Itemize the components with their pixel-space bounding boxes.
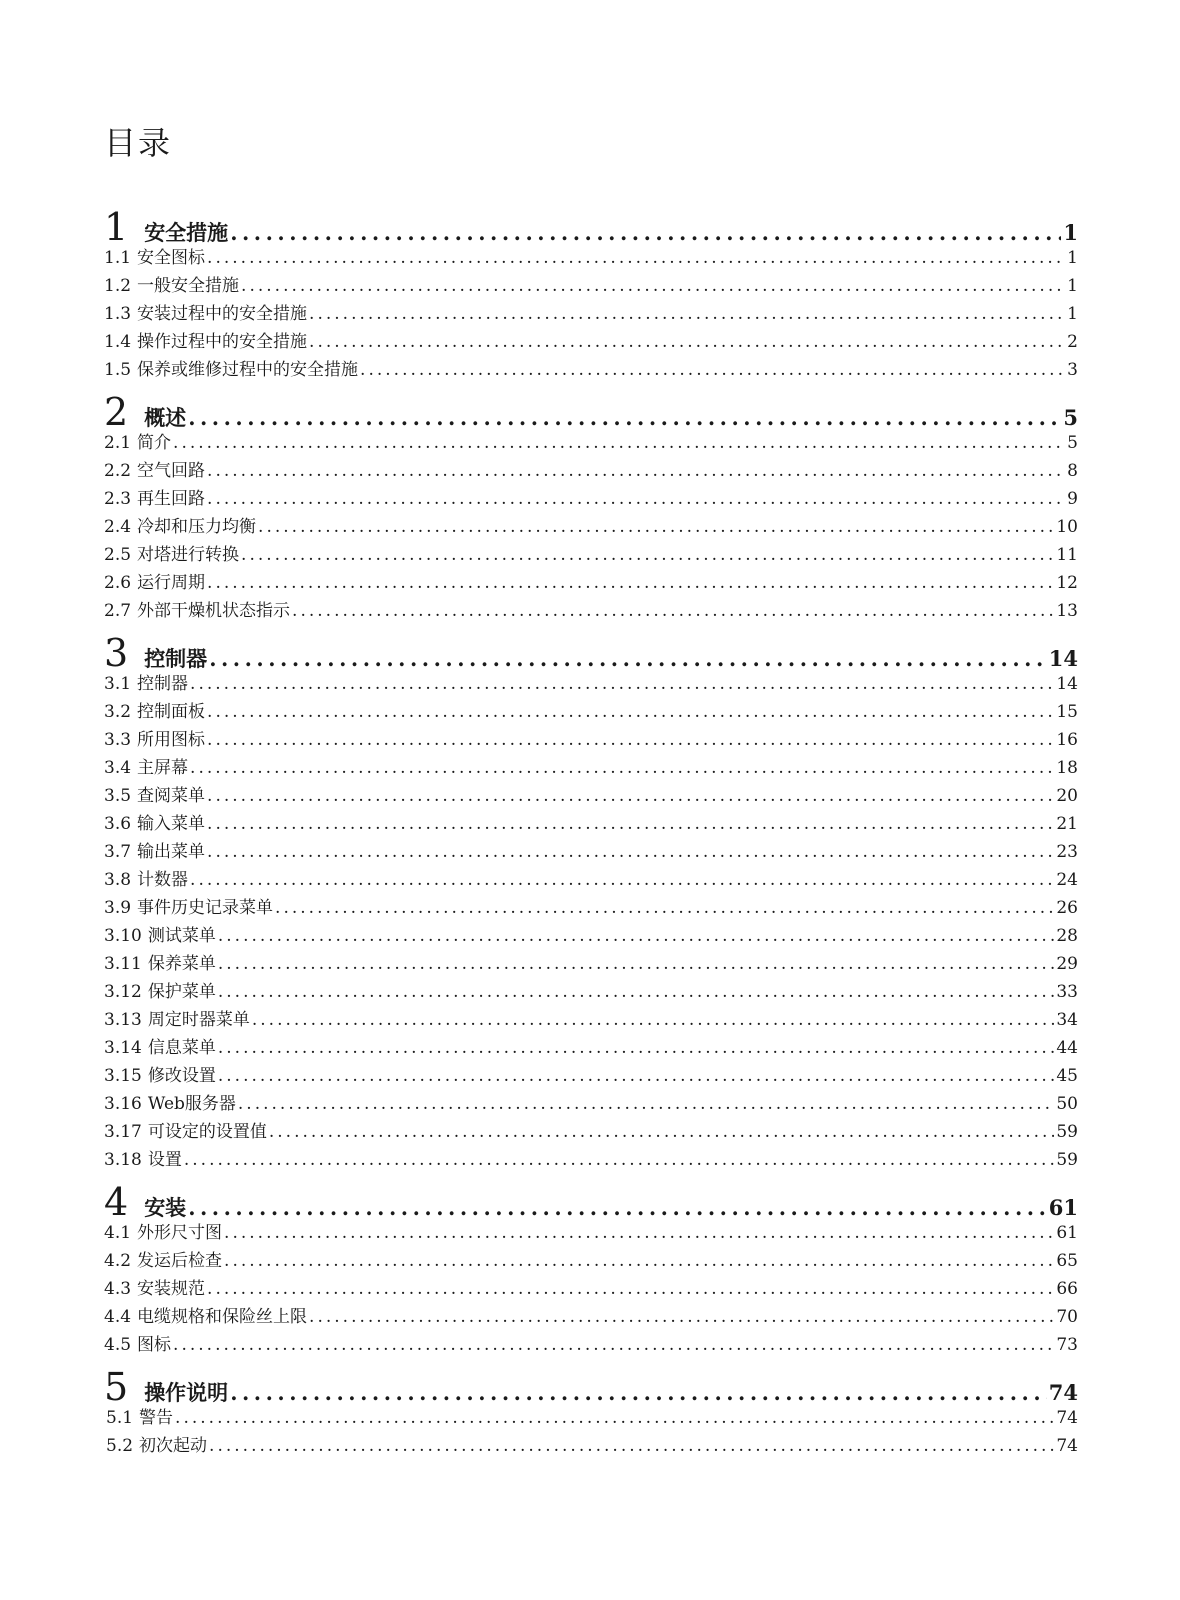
section-page-number: 61 — [1056, 1223, 1078, 1243]
toc-section-label — [104, 244, 205, 272]
toc-section-3-3[interactable] — [104, 726, 1078, 754]
toc-section-label — [104, 1275, 205, 1303]
section-title: 所用图标 — [137, 730, 206, 750]
leader-dots — [207, 698, 1054, 726]
section-page-number: 23 — [1056, 842, 1078, 862]
section-title: 计数器 — [137, 870, 189, 890]
toc-section-3-14[interactable] — [104, 1034, 1078, 1062]
toc-section-label — [104, 782, 205, 810]
section-page-number: 59 — [1056, 1122, 1078, 1142]
section-title: 可设定的设置值 — [147, 1122, 267, 1142]
section-page-number: 29 — [1056, 954, 1078, 974]
toc-section-label — [104, 457, 205, 485]
section-title: 控制面板 — [137, 702, 206, 722]
section-number: 2.4 — [104, 517, 132, 537]
chapter-page-number: 61 — [1048, 1195, 1078, 1220]
toc-section-label — [104, 1062, 216, 1090]
section-title: 外部干燥机状态指示 — [137, 601, 291, 621]
leader-dots — [309, 328, 1065, 356]
toc-section-3-17[interactable] — [104, 1118, 1078, 1146]
section-number: 3.13 — [104, 1010, 142, 1030]
section-number: 3.8 — [104, 870, 132, 890]
section-title: 再生回路 — [137, 489, 206, 509]
leader-dots — [360, 356, 1065, 384]
chapter-number: 1 — [104, 205, 129, 249]
section-page-number: 74 — [1056, 1408, 1078, 1428]
chapter-title: 安装 — [144, 1195, 187, 1220]
toc-section-label — [104, 597, 290, 625]
leader-dots — [173, 1331, 1054, 1359]
toc-section-3-4[interactable] — [104, 754, 1078, 782]
toc-chapter-label — [104, 390, 187, 434]
section-page-number: 1 — [1067, 248, 1078, 268]
section-number: 2.3 — [104, 489, 132, 509]
section-page-number: 20 — [1056, 786, 1078, 806]
toc-section-label — [104, 485, 205, 513]
section-title: 一般安全措施 — [137, 276, 240, 296]
toc-section-4-5[interactable] — [104, 1331, 1078, 1359]
leader-dots — [207, 726, 1054, 754]
section-number: 3.9 — [104, 898, 132, 918]
section-page-number: 1 — [1067, 276, 1078, 296]
section-number: 2.2 — [104, 461, 132, 481]
leader-dots — [175, 1404, 1054, 1432]
section-page-number: 14 — [1056, 674, 1078, 694]
leader-dots — [269, 1118, 1055, 1146]
toc-section-3-10[interactable] — [104, 922, 1078, 950]
chapter-number: 4 — [104, 1180, 129, 1224]
chapter-page-number: 1 — [1063, 220, 1078, 245]
section-page-number: 24 — [1056, 870, 1078, 890]
leader-dots — [218, 1034, 1055, 1062]
leader-dots — [190, 866, 1054, 894]
section-title: 警告 — [139, 1408, 174, 1428]
section-page-number: 15 — [1056, 702, 1078, 722]
toc-section-label — [104, 726, 205, 754]
toc-section-label — [104, 1303, 307, 1331]
toc-section-label — [104, 810, 205, 838]
section-title: 输出菜单 — [137, 842, 206, 862]
leader-dots — [218, 950, 1055, 978]
leader-dots — [218, 922, 1055, 950]
section-page-number: 3 — [1067, 360, 1078, 380]
toc-section-label — [104, 1034, 216, 1062]
toc-section-label — [104, 1090, 236, 1118]
leader-dots — [309, 300, 1065, 328]
toc-section-3-9[interactable] — [104, 894, 1078, 922]
chapter-title: 概述 — [144, 405, 187, 430]
section-title: 主屏幕 — [137, 758, 189, 778]
toc-section-label — [104, 1247, 222, 1275]
section-title: Web服务器 — [147, 1094, 236, 1114]
section-title: 保养或维修过程中的安全措施 — [137, 360, 359, 380]
toc-section-label — [104, 569, 205, 597]
toc-section-label — [104, 838, 205, 866]
toc-section-3-11[interactable] — [104, 950, 1078, 978]
section-page-number: 59 — [1056, 1150, 1078, 1170]
section-number: 2.5 — [104, 545, 132, 565]
section-page-number: 26 — [1056, 898, 1078, 918]
section-page-number: 70 — [1056, 1307, 1078, 1327]
section-number: 3.16 — [104, 1094, 142, 1114]
leader-dots — [173, 429, 1065, 457]
section-number: 2.6 — [104, 573, 132, 593]
section-number: 3.14 — [104, 1038, 142, 1058]
chapter-title: 安全措施 — [144, 220, 229, 245]
chapter-number: 3 — [104, 631, 129, 675]
section-title: 安装过程中的安全措施 — [137, 304, 308, 324]
toc-chapter-1[interactable] — [104, 205, 1078, 249]
toc-chapter-2[interactable] — [104, 390, 1078, 434]
toc-chapter-4[interactable] — [104, 1180, 1078, 1224]
section-title: 简介 — [137, 433, 172, 453]
chapter-page-number: 14 — [1048, 646, 1078, 671]
section-title: 对塔进行转换 — [137, 545, 240, 565]
section-number: 3.12 — [104, 982, 142, 1002]
section-page-number: 2 — [1067, 332, 1078, 352]
toc-section-label — [104, 1118, 267, 1146]
toc-section-2-7[interactable] — [104, 597, 1078, 625]
section-page-number: 45 — [1056, 1066, 1078, 1086]
leader-dots — [230, 220, 1061, 245]
section-number: 3.4 — [104, 758, 132, 778]
leader-dots — [238, 1090, 1054, 1118]
section-page-number: 65 — [1056, 1251, 1078, 1271]
toc-section-label — [104, 328, 307, 356]
section-page-number: 44 — [1056, 1038, 1078, 1058]
toc-section-label — [104, 894, 273, 922]
toc-title: 目录 — [104, 124, 173, 162]
section-number: 3.2 — [104, 702, 132, 722]
section-page-number: 18 — [1056, 758, 1078, 778]
toc-chapter-label — [104, 631, 208, 675]
section-title: 查阅菜单 — [137, 786, 206, 806]
section-number: 5.1 — [106, 1408, 134, 1428]
leader-dots — [241, 272, 1065, 300]
toc-list — [104, 205, 1078, 1460]
section-number: 3.6 — [104, 814, 132, 834]
section-page-number: 10 — [1056, 517, 1078, 537]
leader-dots — [209, 1432, 1054, 1460]
chapter-title: 控制器 — [144, 646, 208, 671]
section-title: 空气回路 — [137, 461, 206, 481]
section-page-number: 34 — [1056, 1010, 1078, 1030]
toc-chapter-5[interactable] — [104, 1365, 1078, 1409]
chapter-number: 2 — [104, 390, 129, 434]
toc-section-3-6[interactable] — [104, 810, 1078, 838]
section-title: 信息菜单 — [147, 1038, 216, 1058]
section-page-number: 74 — [1056, 1436, 1078, 1456]
section-title: 设置 — [147, 1150, 182, 1170]
toc-section-1-2[interactable] — [104, 272, 1078, 300]
section-title: 周定时器菜单 — [147, 1010, 250, 1030]
section-page-number: 16 — [1056, 730, 1078, 750]
toc-section-label — [106, 1432, 207, 1460]
toc-section-label — [104, 1006, 250, 1034]
toc-section-4-1[interactable] — [104, 1219, 1078, 1247]
toc-section-label — [104, 866, 188, 894]
section-page-number: 13 — [1056, 601, 1078, 621]
toc-section-3-5[interactable] — [104, 782, 1078, 810]
section-title: 输入菜单 — [137, 814, 206, 834]
section-page-number: 33 — [1056, 982, 1078, 1002]
leader-dots — [209, 646, 1047, 671]
section-number: 4.2 — [104, 1251, 132, 1271]
section-number: 4.1 — [104, 1223, 132, 1243]
leader-dots — [188, 405, 1061, 430]
toc-section-2-2[interactable] — [104, 457, 1078, 485]
section-number: 3.11 — [104, 954, 142, 974]
section-page-number: 73 — [1056, 1335, 1078, 1355]
section-page-number: 9 — [1067, 489, 1078, 509]
leader-dots — [224, 1219, 1054, 1247]
toc-section-label — [104, 1146, 182, 1174]
toc-chapter-3[interactable] — [104, 631, 1078, 675]
section-number: 1.5 — [104, 360, 132, 380]
toc-section-label — [104, 356, 358, 384]
toc-section-4-2[interactable] — [104, 1247, 1078, 1275]
section-title: 保护菜单 — [147, 982, 216, 1002]
toc-section-label — [104, 513, 256, 541]
section-number: 3.17 — [104, 1122, 142, 1142]
toc-section-3-18[interactable] — [104, 1146, 1078, 1174]
section-title: 电缆规格和保险丝上限 — [137, 1307, 308, 1327]
toc-section-1-3[interactable] — [104, 300, 1078, 328]
leader-dots — [207, 810, 1054, 838]
section-title: 保养菜单 — [147, 954, 216, 974]
leader-dots — [309, 1303, 1054, 1331]
toc-section-label — [106, 1404, 173, 1432]
section-number: 2.1 — [104, 433, 132, 453]
leader-dots — [241, 541, 1054, 569]
leader-dots — [207, 838, 1054, 866]
section-number: 3.3 — [104, 730, 132, 750]
leader-dots — [207, 485, 1065, 513]
toc-section-label — [104, 670, 188, 698]
section-number: 3.15 — [104, 1066, 142, 1086]
section-title: 外形尺寸图 — [137, 1223, 223, 1243]
section-page-number: 66 — [1056, 1279, 1078, 1299]
section-number: 1.2 — [104, 276, 132, 296]
toc-section-3-13[interactable] — [104, 1006, 1078, 1034]
section-title: 安装规范 — [137, 1279, 206, 1299]
section-title: 控制器 — [137, 674, 189, 694]
section-title: 发运后检查 — [137, 1251, 223, 1271]
chapter-title: 操作说明 — [144, 1380, 229, 1405]
section-title: 修改设置 — [147, 1066, 216, 1086]
section-title: 初次起动 — [139, 1436, 208, 1456]
toc-section-label — [104, 754, 188, 782]
leader-dots — [207, 1275, 1054, 1303]
section-title: 图标 — [137, 1335, 172, 1355]
section-number: 2.7 — [104, 601, 132, 621]
section-page-number: 8 — [1067, 461, 1078, 481]
toc-section-4-4[interactable] — [104, 1303, 1078, 1331]
section-number: 3.18 — [104, 1150, 142, 1170]
toc-section-label — [104, 1219, 222, 1247]
toc-section-label — [104, 698, 205, 726]
toc-section-3-1[interactable] — [104, 670, 1078, 698]
leader-dots — [218, 978, 1055, 1006]
toc-section-2-6[interactable] — [104, 569, 1078, 597]
leader-dots — [207, 457, 1065, 485]
section-title: 操作过程中的安全措施 — [137, 332, 308, 352]
toc-section-label — [104, 541, 239, 569]
toc-section-2-1[interactable] — [104, 429, 1078, 457]
section-number: 1.1 — [104, 248, 132, 268]
section-title: 冷却和压力均衡 — [137, 517, 257, 537]
toc-section-5-2[interactable] — [104, 1432, 1078, 1460]
toc-chapter-label — [104, 1180, 187, 1224]
section-number: 3.7 — [104, 842, 132, 862]
toc-section-4-3[interactable] — [104, 1275, 1078, 1303]
leader-dots — [190, 670, 1054, 698]
leader-dots — [184, 1146, 1055, 1174]
chapter-page-number: 5 — [1063, 405, 1078, 430]
section-number: 5.2 — [106, 1436, 134, 1456]
section-title: 运行周期 — [137, 573, 206, 593]
leader-dots — [207, 244, 1065, 272]
toc-section-2-5[interactable] — [104, 541, 1078, 569]
toc-section-3-12[interactable] — [104, 978, 1078, 1006]
toc-section-label — [104, 1331, 171, 1359]
toc-section-2-3[interactable] — [104, 485, 1078, 513]
leader-dots — [224, 1247, 1054, 1275]
section-page-number: 5 — [1067, 433, 1078, 453]
toc-chapter-label — [104, 205, 229, 249]
toc-section-1-1[interactable] — [104, 244, 1078, 272]
section-number: 3.10 — [104, 926, 142, 946]
leader-dots — [230, 1380, 1047, 1405]
leader-dots — [258, 513, 1054, 541]
section-number: 1.4 — [104, 332, 132, 352]
toc-section-5-1[interactable] — [104, 1404, 1078, 1432]
section-page-number: 11 — [1056, 545, 1078, 565]
toc-section-3-7[interactable] — [104, 838, 1078, 866]
leader-dots — [292, 597, 1054, 625]
section-title: 测试菜单 — [147, 926, 216, 946]
section-page-number: 28 — [1056, 926, 1078, 946]
leader-dots — [190, 754, 1054, 782]
toc-section-label — [104, 300, 307, 328]
toc-section-label — [104, 922, 216, 950]
leader-dots — [207, 569, 1054, 597]
toc-section-3-16[interactable] — [104, 1090, 1078, 1118]
toc-section-label — [104, 272, 239, 300]
section-number: 3.5 — [104, 786, 132, 806]
toc-section-3-2[interactable] — [104, 698, 1078, 726]
section-page-number: 1 — [1067, 304, 1078, 324]
toc-section-label — [104, 978, 216, 1006]
section-number: 4.3 — [104, 1279, 132, 1299]
section-number: 1.3 — [104, 304, 132, 324]
toc-section-1-5[interactable] — [104, 356, 1078, 384]
leader-dots — [207, 782, 1054, 810]
section-page-number: 21 — [1056, 814, 1078, 834]
toc-section-3-15[interactable] — [104, 1062, 1078, 1090]
section-page-number: 50 — [1056, 1094, 1078, 1114]
section-number: 3.1 — [104, 674, 132, 694]
section-page-number: 12 — [1056, 573, 1078, 593]
toc-page — [104, 118, 1078, 1460]
chapter-number: 5 — [104, 1365, 129, 1409]
leader-dots — [218, 1062, 1055, 1090]
section-title: 事件历史记录菜单 — [137, 898, 274, 918]
leader-dots — [275, 894, 1054, 922]
section-number: 4.5 — [104, 1335, 132, 1355]
toc-section-3-8[interactable] — [104, 866, 1078, 894]
leader-dots — [188, 1195, 1047, 1220]
toc-section-label — [104, 429, 171, 457]
leader-dots — [252, 1006, 1055, 1034]
toc-chapter-label — [104, 1365, 229, 1409]
section-title: 安全图标 — [137, 248, 206, 268]
toc-section-2-4[interactable] — [104, 513, 1078, 541]
section-number: 4.4 — [104, 1307, 132, 1327]
toc-section-label — [104, 950, 216, 978]
chapter-page-number: 74 — [1048, 1380, 1078, 1405]
toc-section-1-4[interactable] — [104, 328, 1078, 356]
